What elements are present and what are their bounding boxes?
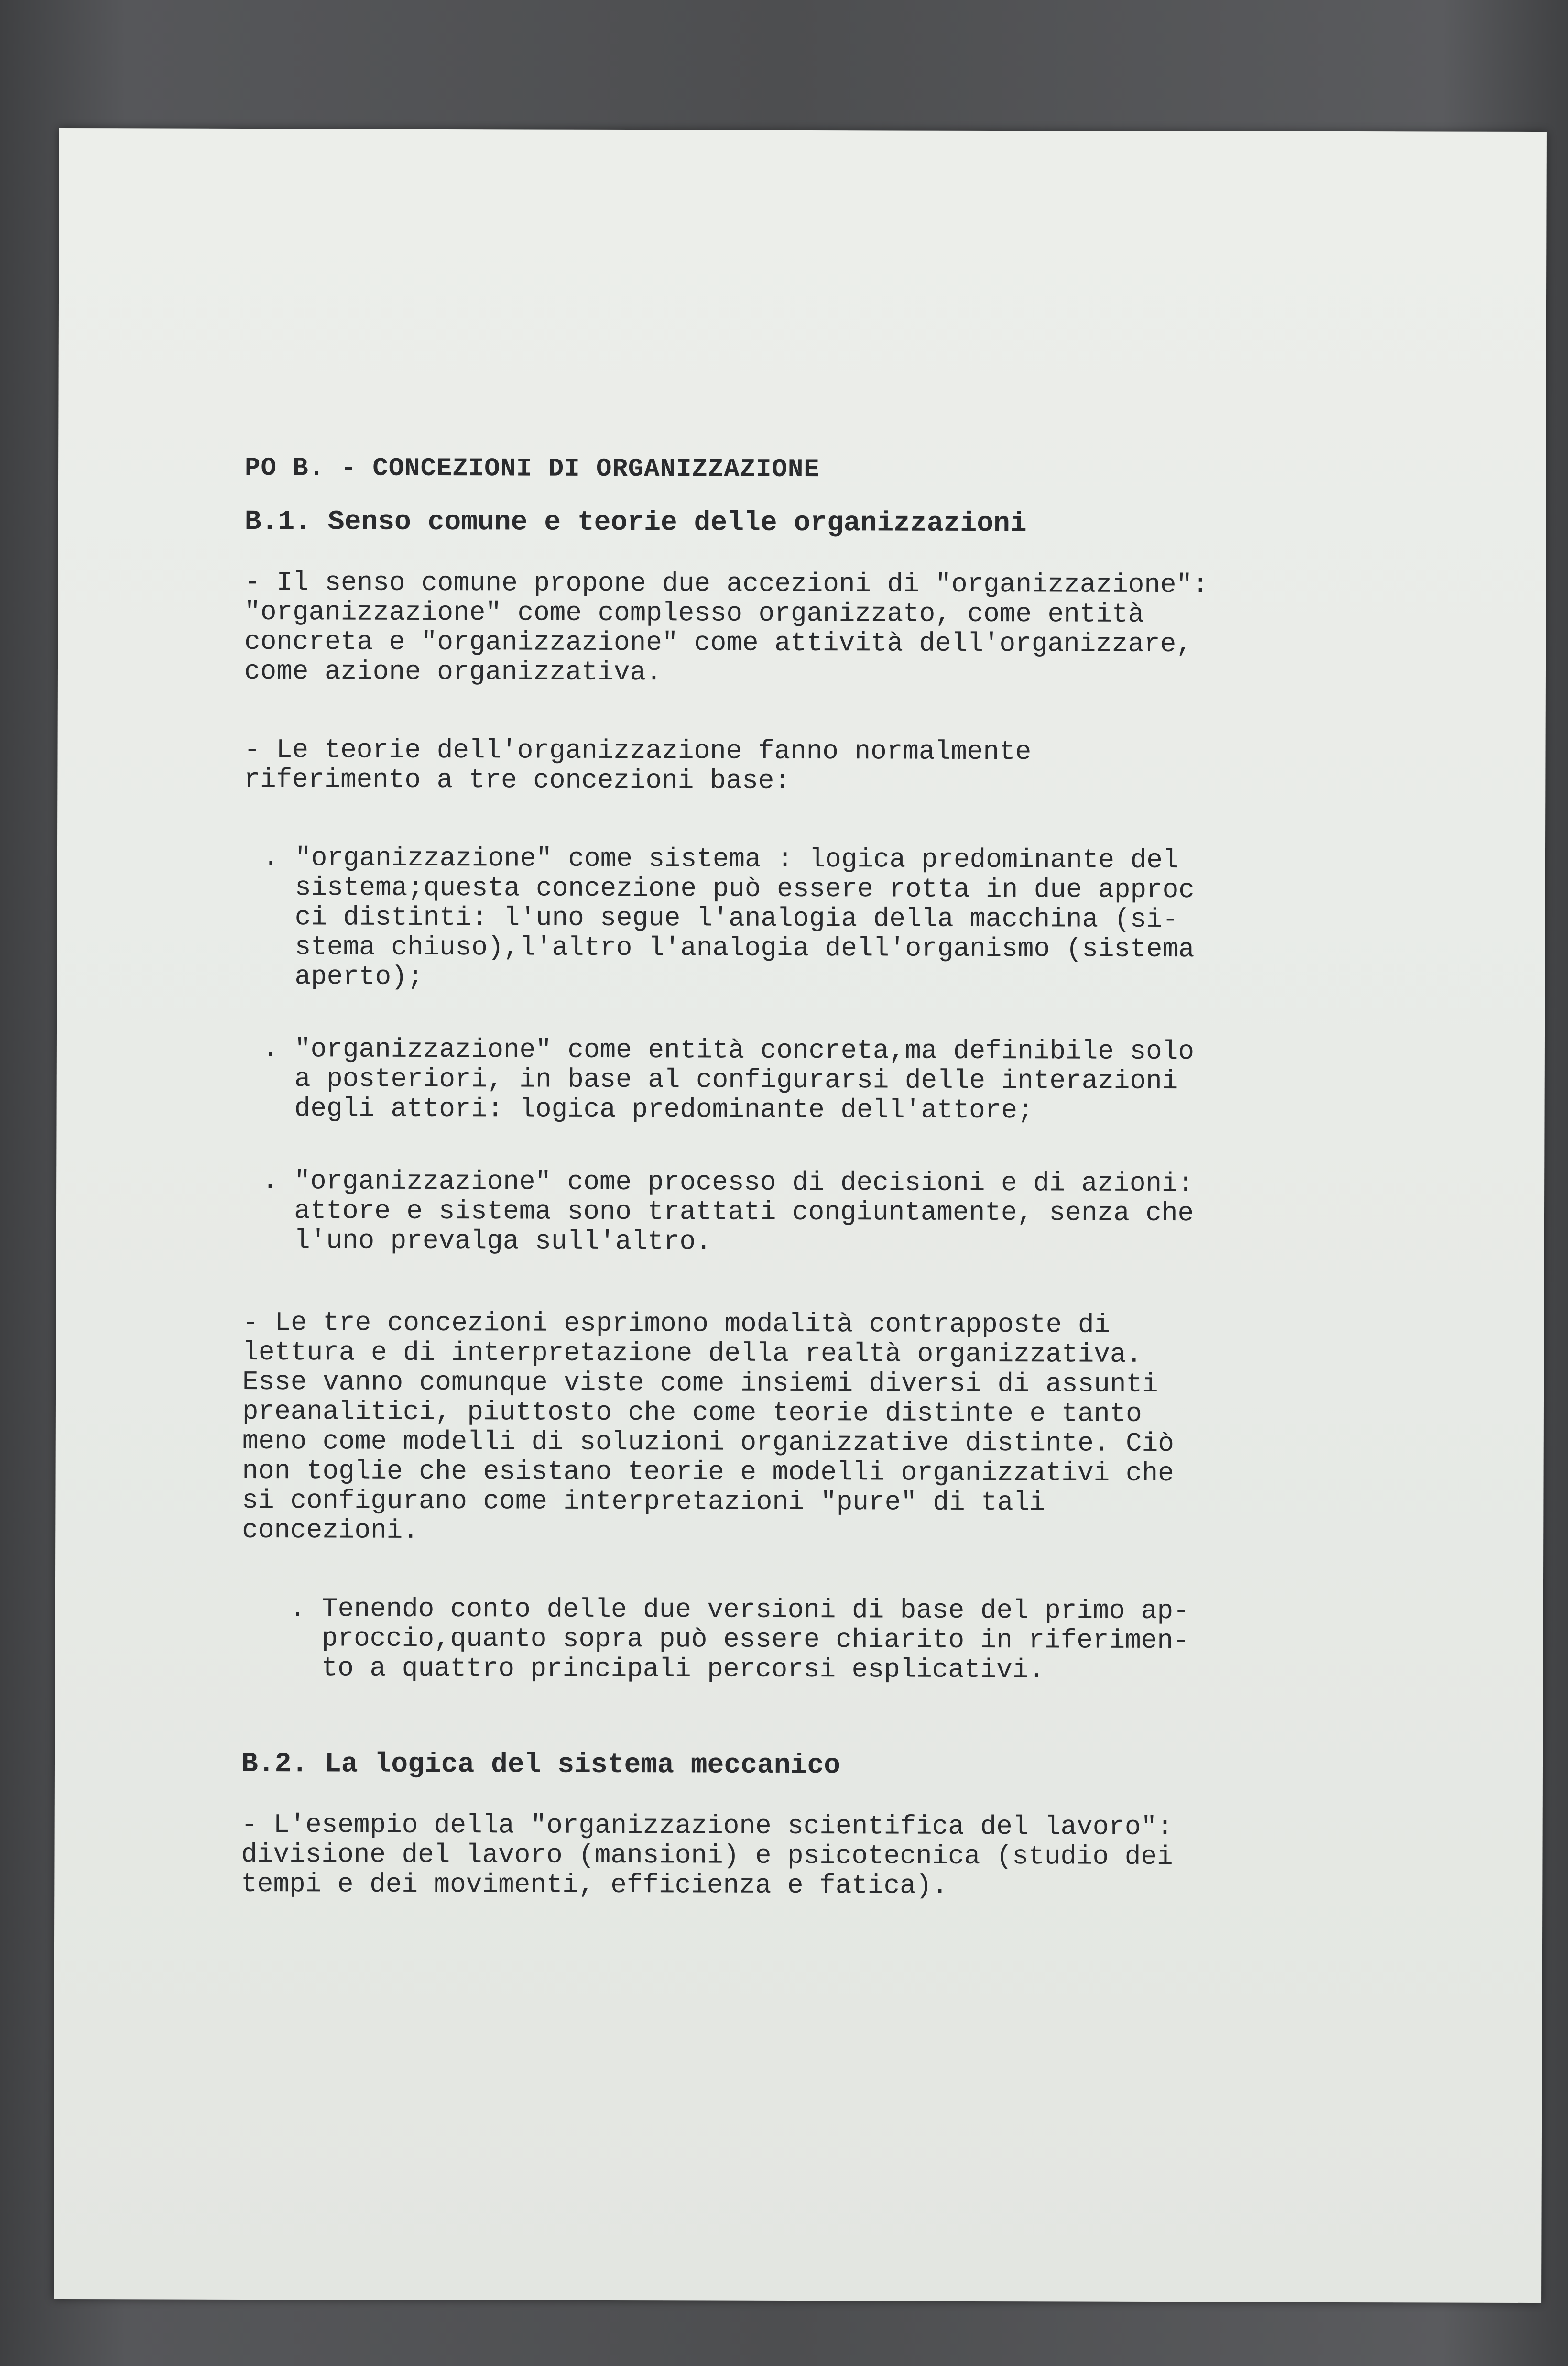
paragraph-organizzazione-scientifica: - L'esempio della "organizzazione scientifica del lavoro": divisione del lavoro (mansioni) e psicotecnica (studio dei tempi e dei movimenti, efficienza e fatica).: [241, 1809, 1173, 1901]
paragraph-tre-concezioni: - Le tre concezioni esprimono modalità contrapposte di lettura e di interpretazione della realtà organizzativa. Esse vanno comunque viste come insiemi diversi di assunti preanalitici, piuttosto che come teorie distinte e tanto meno come modelli di soluzioni organizzative distinte. Ciò non toglie che esistano teorie e modelli organizzativi che si configurano come interpretazioni "pure" di tali concezioni.: [242, 1307, 1174, 1546]
section-title-b1: B.1. Senso comune e teorie delle organizzazioni: [244, 506, 1027, 540]
list-item-percorsi: . Tenendo conto delle due versioni di base del primo ap- proccio,quanto sopra può essere chiarito in riferimen- to a quattro principali percorsi esplicativi.: [289, 1593, 1189, 1686]
list-item-entita-concreta: . "organizzazione" come entità concreta,ma definibile solo a posteriori, in base al configurarsi delle interazioni degli attori: logica predominante dell'attore;: [262, 1034, 1195, 1126]
paragraph-senso-comune: - Il senso comune propone due accezioni di "organizzazione": "organizzazione" come complesso organizzato, come entità concreta e "organizzazione" come attività dell'organizzare, come azione organizzativa.: [244, 567, 1209, 688]
paragraph-teorie: - Le teorie dell'organizzazione fanno normalmente riferimento a tre concezioni base:: [244, 734, 1032, 796]
list-item-processo: . "organizzazione" come processo di decisioni e di azioni: attore e sistema sono trattati congiuntamente, senza che l'uno prevalga sull'altro.: [261, 1166, 1194, 1257]
list-item-sistema: . "organizzazione" come sistema : logica predominante del sistema;questa concezione può essere rotta in due approc ci distinti: l'uno segue l'analogia della macchina (si- stema chiuso),l'altro l'analogia dell'organismo (sistema aperto);: [262, 843, 1195, 992]
paper-sheet: [54, 128, 1547, 2303]
section-title-b2: B.2. La logica del sistema meccanico: [241, 1748, 841, 1782]
document-body: [241, 454, 1411, 1950]
document-heading: PO B. - CONCEZIONI DI ORGANIZZAZIONE: [245, 453, 820, 485]
